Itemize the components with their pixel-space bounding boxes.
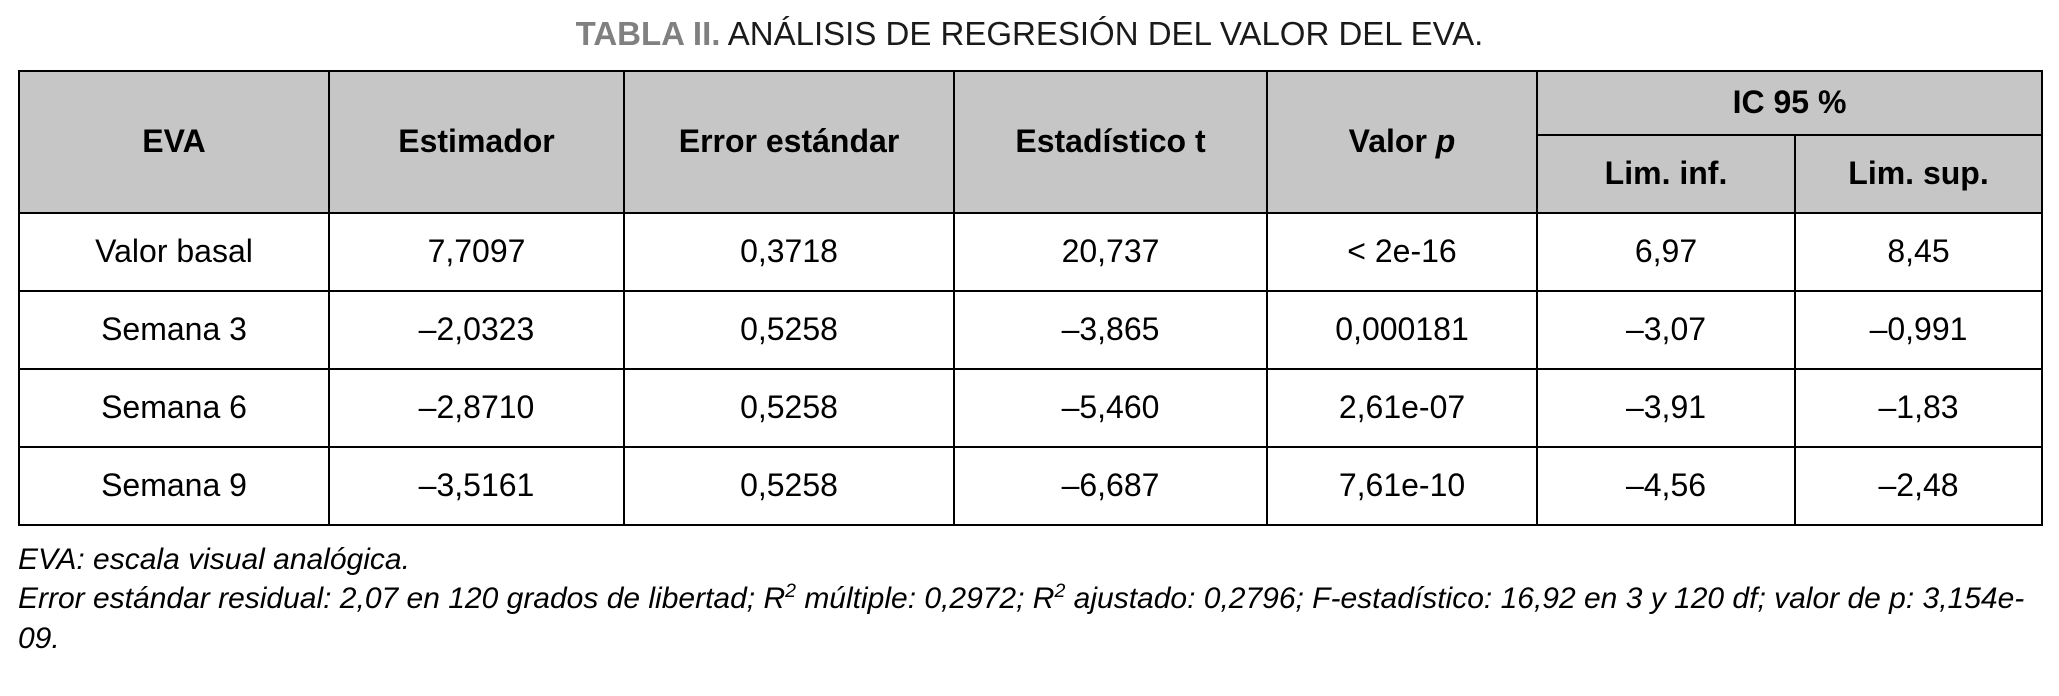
cell-error-estandar: 0,5258 xyxy=(624,447,954,525)
valor-p-italic: p xyxy=(1435,123,1456,160)
column-header-estimador: Estimador xyxy=(329,71,624,213)
cell-estadistico-t: –3,865 xyxy=(954,291,1267,369)
cell-estadistico-t: –6,687 xyxy=(954,447,1267,525)
cell-lim-sup: –1,83 xyxy=(1795,369,2042,447)
regression-table xyxy=(18,70,2043,526)
footnote-statistics xyxy=(18,579,2041,659)
table-row xyxy=(19,213,2042,291)
cell-estimador: 7,7097 xyxy=(329,213,624,291)
cell-estimador: –2,8710 xyxy=(329,369,624,447)
caption-label: TABLA II. xyxy=(575,15,721,52)
table-body xyxy=(19,213,2042,525)
table-row xyxy=(19,447,2042,525)
cell-eva: Semana 3 xyxy=(19,291,329,369)
cell-eva: Valor basal xyxy=(19,213,329,291)
column-header-lim-sup: Lim. sup. xyxy=(1795,135,2042,213)
column-header-eva: EVA xyxy=(19,71,329,213)
column-header-estadistico-t: Estadístico t xyxy=(954,71,1267,213)
cell-valor-p: 7,61e-10 xyxy=(1267,447,1537,525)
cell-lim-inf: 6,97 xyxy=(1537,213,1795,291)
cell-error-estandar: 0,3718 xyxy=(624,213,954,291)
column-header-ic95: IC 95 % xyxy=(1537,71,2042,135)
table-footnotes xyxy=(18,526,2041,660)
footnote-stats-part3: ajustado: 0,2796; F-estadístico: 16,92 en 3 y 120 df; valor de p: 3,154e-09. xyxy=(18,582,2025,656)
table-row xyxy=(19,369,2042,447)
cell-estadistico-t: –5,460 xyxy=(954,369,1267,447)
cell-lim-sup: –0,991 xyxy=(1795,291,2042,369)
table-row xyxy=(19,291,2042,369)
footnote-stats-part1: Error estándar residual: 2,07 en 120 grados de libertad; R xyxy=(18,582,786,616)
cell-valor-p: 2,61e-07 xyxy=(1267,369,1537,447)
column-header-lim-inf: Lim. inf. xyxy=(1537,135,1795,213)
cell-lim-sup: 8,45 xyxy=(1795,213,2042,291)
cell-valor-p: < 2e-16 xyxy=(1267,213,1537,291)
cell-estimador: –3,5161 xyxy=(329,447,624,525)
header-row-top xyxy=(19,71,2042,135)
cell-estadistico-t: 20,737 xyxy=(954,213,1267,291)
footnote-abbreviation: EVA: escala visual analógica. xyxy=(18,542,410,576)
cell-eva: Semana 6 xyxy=(19,369,329,447)
cell-lim-inf: –3,91 xyxy=(1537,369,1795,447)
caption-text: ANÁLISIS DE REGRESIÓN DEL VALOR DEL EVA. xyxy=(720,15,1484,52)
cell-lim-inf: –4,56 xyxy=(1537,447,1795,525)
cell-valor-p: 0,000181 xyxy=(1267,291,1537,369)
valor-p-prefix: Valor xyxy=(1348,123,1436,160)
cell-estimador: –2,0323 xyxy=(329,291,624,369)
cell-lim-sup: –2,48 xyxy=(1795,447,2042,525)
cell-error-estandar: 0,5258 xyxy=(624,369,954,447)
cell-error-estandar: 0,5258 xyxy=(624,291,954,369)
cell-lim-inf: –3,07 xyxy=(1537,291,1795,369)
footnote-superscript-2: 2 xyxy=(1054,580,1066,603)
column-header-error-estandar: Error estándar xyxy=(624,71,954,213)
footnote-superscript-1: 2 xyxy=(785,580,796,603)
table-head xyxy=(19,71,2042,213)
cell-eva: Semana 9 xyxy=(19,447,329,525)
footnote-stats-part2: múltiple: 0,2972; R xyxy=(795,582,1055,616)
column-header-valor-p xyxy=(1267,71,1537,213)
table-caption xyxy=(18,0,2041,70)
